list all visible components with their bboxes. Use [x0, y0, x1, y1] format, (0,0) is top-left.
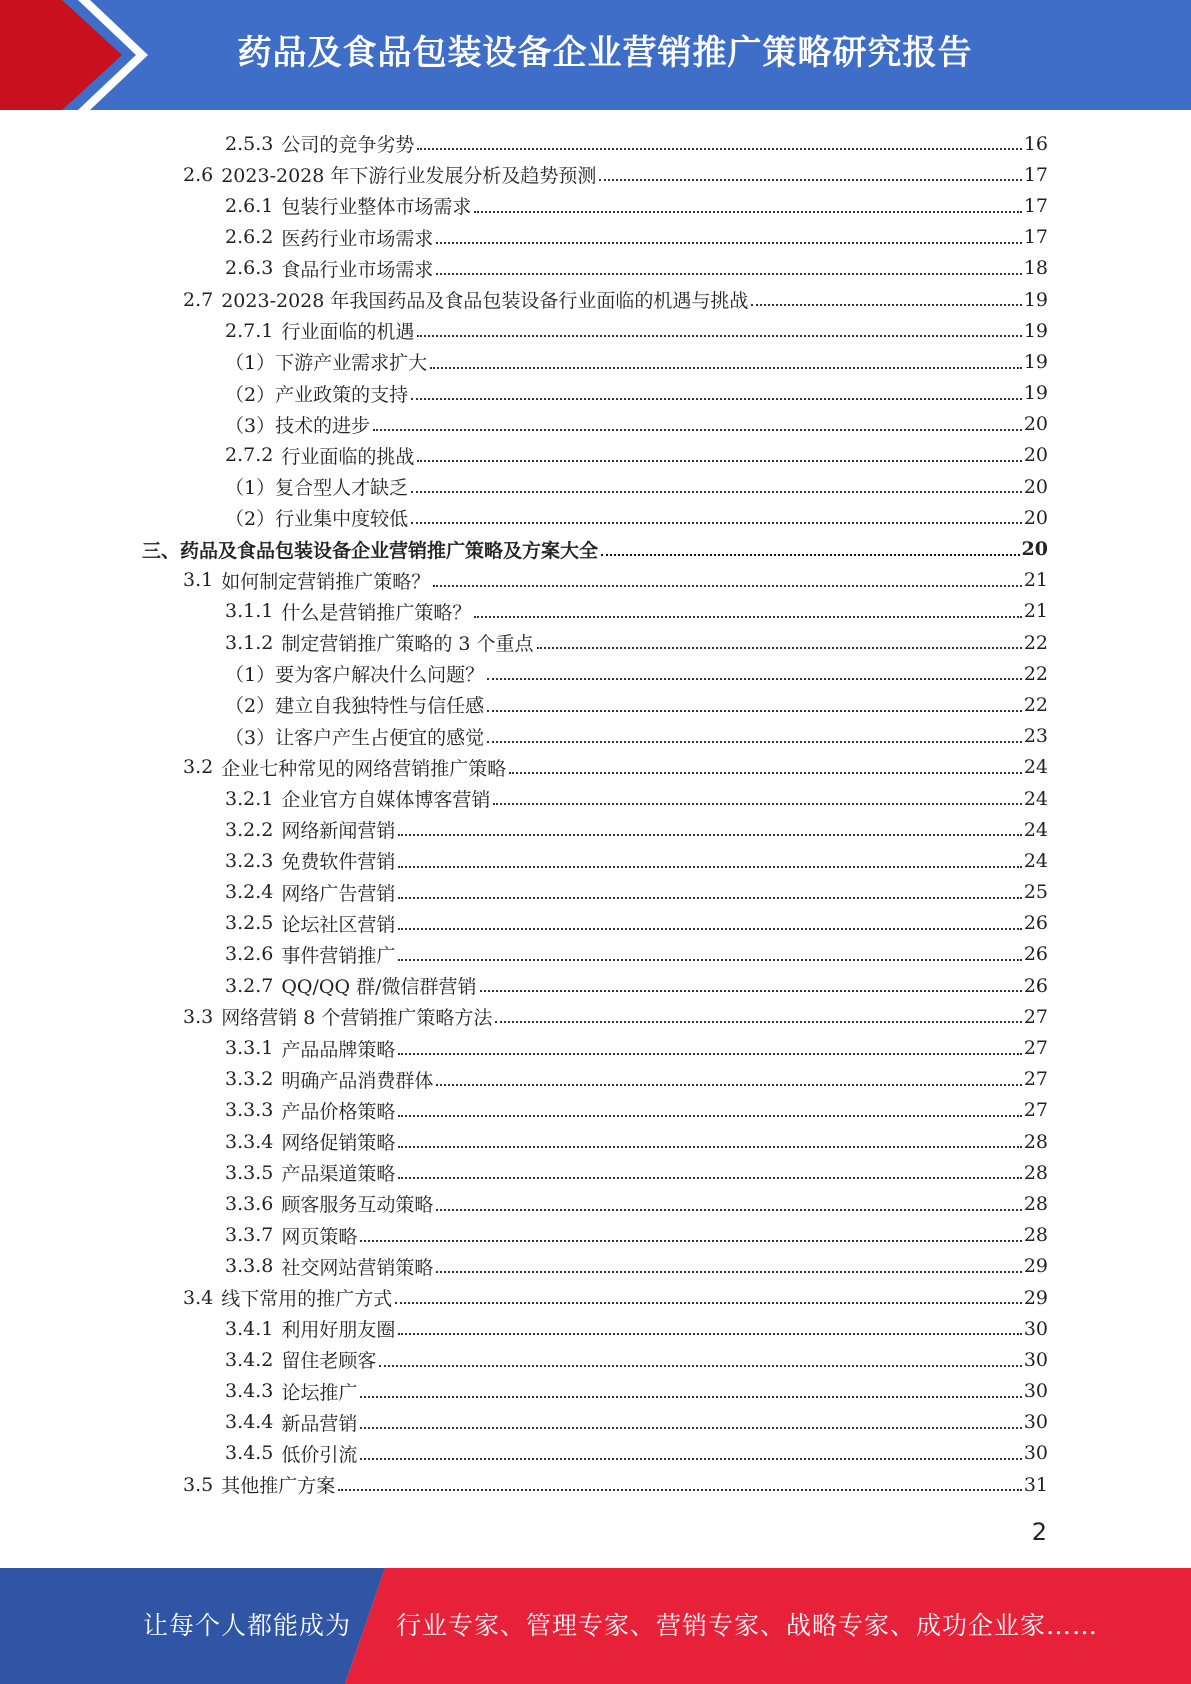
toc-entry-page: 23	[1023, 725, 1048, 748]
toc-entry[interactable]	[0, 471, 1191, 502]
toc-entry-page: 17	[1023, 194, 1048, 217]
toc-entry-page: 24	[1023, 756, 1048, 779]
table-of-contents	[0, 128, 1191, 1500]
toc-entry[interactable]	[0, 222, 1191, 253]
toc-entry-page: 22	[1023, 631, 1048, 654]
toc-entry-title: 下游产业需求扩大	[275, 352, 428, 375]
toc-dot-leader	[599, 179, 1021, 181]
toc-entry-page: 17	[1023, 163, 1048, 186]
toc-entry-number: 3.3.2	[225, 1068, 274, 1091]
toc-entry[interactable]	[0, 814, 1191, 845]
toc-dot-leader	[474, 211, 1021, 213]
toc-entry-title: 产品品牌策略	[281, 1038, 396, 1061]
toc-entry[interactable]	[0, 1095, 1191, 1126]
toc-entry-number: （1）	[225, 352, 276, 375]
toc-entry-number: （3）	[225, 726, 276, 749]
toc-dot-leader	[493, 803, 1021, 805]
toc-entry-number: 2.7	[183, 288, 214, 311]
toc-entry-title: 要为客户解决什么问题？	[275, 664, 485, 687]
toc-entry-number: 3.2.4	[225, 881, 274, 904]
toc-entry[interactable]	[0, 1376, 1191, 1407]
toc-dot-leader	[601, 554, 1020, 556]
toc-entry-title: 公司的竞争劣势	[281, 134, 415, 157]
toc-entry[interactable]	[0, 128, 1191, 159]
toc-entry[interactable]	[0, 533, 1191, 564]
toc-entry-page: 19	[1023, 350, 1048, 373]
toc-entry-title: 企业官方自媒体博客营销	[281, 789, 491, 812]
toc-dot-leader	[433, 585, 1022, 587]
toc-entry-page: 24	[1023, 849, 1048, 872]
toc-entry-page: 17	[1023, 226, 1048, 249]
toc-entry[interactable]	[0, 1407, 1191, 1438]
toc-dot-leader	[379, 1365, 1021, 1367]
toc-entry-title: 留住老顾客	[281, 1350, 377, 1373]
toc-dot-leader	[338, 1489, 1022, 1491]
toc-entry-page: 20	[1023, 475, 1048, 498]
toc-entry-title: 明确产品消费群体	[281, 1069, 434, 1092]
toc-entry-number: （2）	[225, 695, 276, 718]
toc-dot-leader	[487, 741, 1022, 743]
toc-entry-page: 22	[1023, 662, 1048, 685]
toc-entry-page: 21	[1023, 600, 1048, 623]
toc-entry-title: 技术的进步	[275, 414, 371, 437]
toc-dot-leader	[436, 273, 1021, 275]
toc-entry-number: 3.3.5	[225, 1161, 274, 1184]
toc-entry-page: 31	[1023, 1473, 1048, 1496]
toc-entry-number: 3.1.1	[225, 600, 274, 623]
toc-entry-title: 制定营销推广策略的 3 个重点	[281, 633, 534, 656]
toc-entry-title: 医药行业市场需求	[281, 227, 434, 250]
toc-entry-number: （3）	[225, 414, 276, 437]
toc-entry-title: 什么是营销推广策略？	[281, 601, 472, 624]
toc-entry[interactable]	[0, 1282, 1191, 1313]
toc-dot-leader	[430, 367, 1022, 369]
toc-entry[interactable]	[0, 721, 1191, 752]
toc-entry-title: 行业集中度较低	[275, 508, 409, 531]
toc-entry-title: 产品渠道策略	[281, 1163, 396, 1186]
toc-dot-leader	[398, 834, 1021, 836]
toc-entry[interactable]	[0, 1438, 1191, 1469]
toc-dot-leader	[436, 1209, 1021, 1211]
toc-entry-number: 3.4.4	[225, 1411, 274, 1434]
toc-dot-leader	[411, 522, 1022, 524]
toc-entry[interactable]	[0, 253, 1191, 284]
toc-entry[interactable]	[0, 783, 1191, 814]
toc-entry-page: 20	[1023, 413, 1048, 436]
toc-entry-number: 3.3.7	[225, 1224, 274, 1247]
toc-dot-leader	[398, 1146, 1021, 1148]
toc-dot-leader	[411, 398, 1022, 400]
toc-entry-page: 26	[1023, 912, 1048, 935]
toc-entry-number: （2）	[225, 383, 276, 406]
toc-entry-title: 低价引流	[281, 1443, 358, 1466]
toc-dot-leader	[398, 1177, 1021, 1179]
toc-entry-number: 2.5.3	[225, 132, 274, 155]
toc-entry-number: 2.7.1	[225, 319, 274, 342]
toc-entry-number: 3.2.1	[225, 787, 274, 810]
toc-entry-title: 社交网站营销策略	[281, 1256, 434, 1279]
toc-entry-number: 3.2	[183, 756, 214, 779]
toc-entry-page: 29	[1023, 1255, 1048, 1278]
toc-entry-number: （1）	[225, 664, 276, 687]
toc-dot-leader	[398, 1053, 1021, 1055]
toc-dot-leader	[373, 429, 1022, 431]
toc-entry-title: 2023-2028 年我国药品及食品包装设备行业面临的机遇与挑战	[221, 290, 749, 313]
toc-entry[interactable]	[0, 1469, 1191, 1500]
toc-dot-leader	[417, 148, 1021, 150]
toc-entry[interactable]	[0, 1126, 1191, 1157]
toc-entry-number: 3.2.7	[225, 974, 274, 997]
toc-dot-leader	[436, 242, 1021, 244]
toc-entry-number: 3.2.6	[225, 943, 274, 966]
toc-entry-title: 顾客服务互动策略	[281, 1194, 434, 1217]
toc-entry-page: 27	[1023, 1099, 1048, 1122]
toc-dot-leader	[417, 335, 1021, 337]
toc-entry-number: 3.4.5	[225, 1442, 274, 1465]
toc-entry-number: 2.6	[183, 163, 214, 186]
toc-entry[interactable]	[0, 877, 1191, 908]
toc-entry-title: 新品营销	[281, 1412, 358, 1435]
toc-dot-leader	[398, 866, 1021, 868]
toc-entry[interactable]	[0, 440, 1191, 471]
toc-entry-title: 企业七种常见的网络营销推广策略	[221, 757, 507, 780]
toc-entry[interactable]	[0, 378, 1191, 409]
toc-entry-title: 建立自我独特性与信任感	[275, 695, 485, 718]
toc-dot-leader	[487, 710, 1022, 712]
toc-entry-page: 20	[1021, 538, 1048, 561]
toc-entry-title: 论坛社区营销	[281, 913, 396, 936]
toc-entry-page: 27	[1023, 1005, 1048, 1028]
toc-entry[interactable]	[0, 658, 1191, 689]
toc-entry-title: 事件营销推广	[281, 944, 396, 967]
toc-dot-leader	[495, 1021, 1021, 1023]
toc-dot-leader	[509, 772, 1022, 774]
toc-entry-title: QQ/QQ 群/微信群营销	[281, 976, 477, 999]
toc-entry[interactable]	[0, 565, 1191, 596]
toc-entry-number: 2.7.2	[225, 444, 274, 467]
toc-dot-leader	[537, 647, 1022, 649]
toc-entry-title: 食品行业市场需求	[281, 258, 434, 281]
toc-entry-title: 网络广告营销	[281, 882, 396, 905]
toc-entry-page: 20	[1023, 444, 1048, 467]
toc-entry-title: 免费软件营销	[281, 851, 396, 874]
toc-entry-page: 18	[1023, 257, 1048, 280]
toc-entry[interactable]	[0, 596, 1191, 627]
toc-entry-page: 19	[1023, 319, 1048, 342]
toc-dot-leader	[436, 1084, 1021, 1086]
footer-slogan-right: 行业专家、管理专家、营销专家、战略专家、成功企业家……	[396, 1611, 1099, 1640]
toc-entry-title: 产业政策的支持	[275, 383, 409, 406]
page-number: 2	[1031, 1518, 1047, 1546]
toc-entry-page: 19	[1023, 382, 1048, 405]
toc-entry[interactable]	[0, 845, 1191, 876]
toc-entry-title: 行业面临的挑战	[281, 445, 415, 468]
toc-dot-leader	[436, 1271, 1021, 1273]
page-header	[0, 0, 1191, 110]
footer-slogan-left: 让每个人都能成为	[143, 1611, 352, 1640]
toc-entry[interactable]	[0, 689, 1191, 720]
toc-entry-title: 网络新闻营销	[281, 820, 396, 843]
toc-entry-number: 3.4.3	[225, 1380, 274, 1403]
toc-entry-page: 26	[1023, 974, 1048, 997]
report-title: 药品及食品包装设备企业营销推广策略研究报告	[237, 33, 973, 73]
toc-entry-title: 论坛推广	[281, 1381, 358, 1404]
toc-entry-page: 27	[1023, 1068, 1048, 1091]
toc-entry[interactable]	[0, 1188, 1191, 1219]
toc-entry-page: 28	[1023, 1161, 1048, 1184]
toc-entry[interactable]	[0, 1157, 1191, 1188]
toc-dot-leader	[395, 1302, 1022, 1304]
toc-entry-number: 3.3.3	[225, 1099, 274, 1122]
toc-entry-page: 28	[1023, 1224, 1048, 1247]
toc-entry-page: 30	[1023, 1442, 1048, 1465]
toc-entry[interactable]	[0, 939, 1191, 970]
toc-entry-title: 复合型人才缺乏	[275, 477, 409, 500]
toc-dot-leader	[474, 616, 1021, 618]
toc-entry-number: 3.2.2	[225, 818, 274, 841]
toc-entry-title: 如何制定营销推广策略？	[221, 570, 431, 593]
toc-entry-number: 3.3.1	[225, 1037, 274, 1060]
toc-entry[interactable]	[0, 1001, 1191, 1032]
toc-entry[interactable]	[0, 1220, 1191, 1251]
toc-entry[interactable]	[0, 1344, 1191, 1375]
toc-entry-page: 30	[1023, 1411, 1048, 1434]
toc-entry[interactable]	[0, 1313, 1191, 1344]
toc-entry-number: 3.3.6	[225, 1192, 274, 1215]
page-footer	[0, 1568, 1191, 1684]
toc-entry-title: 利用好朋友圈	[281, 1319, 396, 1342]
toc-entry-page: 26	[1023, 943, 1048, 966]
toc-dot-leader	[398, 1333, 1021, 1335]
toc-entry-number: 2.6.1	[225, 194, 274, 217]
toc-entry-number: 3.2.5	[225, 912, 274, 935]
toc-entry-page: 25	[1023, 881, 1048, 904]
toc-entry-number: 3.2.3	[225, 849, 274, 872]
toc-entry-title: 其他推广方案	[221, 1475, 336, 1498]
toc-entry-page: 30	[1023, 1348, 1048, 1371]
toc-entry-page: 24	[1023, 787, 1048, 810]
toc-entry-page: 29	[1023, 1286, 1048, 1309]
toc-dot-leader	[360, 1458, 1021, 1460]
toc-entry-title: 产品价格策略	[281, 1100, 396, 1123]
toc-dot-leader	[417, 460, 1021, 462]
toc-entry-page: 24	[1023, 818, 1048, 841]
toc-entry[interactable]	[0, 409, 1191, 440]
toc-dot-leader	[480, 990, 1022, 992]
toc-entry-page: 16	[1023, 132, 1048, 155]
toc-dot-leader	[398, 897, 1021, 899]
toc-entry-title: 网络营销 8 个营销推广策略方法	[221, 1007, 493, 1030]
toc-entry[interactable]	[0, 502, 1191, 533]
toc-entry-title: 网页策略	[281, 1225, 358, 1248]
toc-entry[interactable]	[0, 1064, 1191, 1095]
toc-entry-number: 3.4.2	[225, 1348, 274, 1371]
toc-dot-leader	[487, 678, 1022, 680]
toc-entry[interactable]	[0, 284, 1191, 315]
toc-entry[interactable]	[0, 627, 1191, 658]
toc-entry[interactable]	[0, 752, 1191, 783]
toc-entry[interactable]	[0, 970, 1191, 1001]
toc-entry-number: 三、	[142, 539, 181, 562]
toc-entry-number: 3.3	[183, 1005, 214, 1028]
toc-entry-number: 3.5	[183, 1473, 214, 1496]
toc-entry-page: 21	[1023, 569, 1048, 592]
toc-entry-title: 药品及食品包装设备企业营销推广策略及方案大全	[180, 539, 599, 562]
toc-entry-page: 28	[1023, 1130, 1048, 1153]
toc-entry-title: 让客户产生占便宜的感觉	[275, 726, 485, 749]
toc-entry-number: 3.1.2	[225, 631, 274, 654]
toc-entry-title: 网络促销策略	[281, 1132, 396, 1155]
toc-entry[interactable]	[0, 908, 1191, 939]
toc-entry-page: 20	[1023, 506, 1048, 529]
toc-dot-leader	[360, 1240, 1021, 1242]
toc-entry[interactable]	[0, 1032, 1191, 1063]
toc-dot-leader	[360, 1396, 1021, 1398]
toc-entry-number: 3.1	[183, 569, 214, 592]
toc-entry-page: 22	[1023, 693, 1048, 716]
toc-entry[interactable]	[0, 346, 1191, 377]
toc-entry[interactable]	[0, 315, 1191, 346]
toc-entry-number: 3.3.8	[225, 1255, 274, 1278]
toc-entry-page: 27	[1023, 1037, 1048, 1060]
toc-dot-leader	[751, 304, 1021, 306]
toc-entry-number: （2）	[225, 508, 276, 531]
toc-entry-number: 2.6.3	[225, 257, 274, 280]
toc-entry-page: 28	[1023, 1192, 1048, 1215]
toc-entry-number: 3.4	[183, 1286, 214, 1309]
toc-entry[interactable]	[0, 1251, 1191, 1282]
toc-entry-title: 包装行业整体市场需求	[281, 196, 472, 219]
toc-entry-title: 2023-2028 年下游行业发展分析及趋势预测	[221, 165, 597, 188]
toc-dot-leader	[398, 928, 1021, 930]
toc-entry-number: （1）	[225, 477, 276, 500]
toc-entry-page: 30	[1023, 1317, 1048, 1340]
toc-dot-leader	[360, 1427, 1021, 1429]
toc-dot-leader	[411, 491, 1022, 493]
toc-dot-leader	[398, 1115, 1021, 1117]
toc-entry-title: 线下常用的推广方式	[221, 1288, 393, 1311]
toc-entry-page: 19	[1023, 288, 1048, 311]
toc-entry-number: 3.3.4	[225, 1130, 274, 1153]
toc-entry-number: 3.4.1	[225, 1317, 274, 1340]
toc-entry-page: 30	[1023, 1380, 1048, 1403]
toc-entry-number: 2.6.2	[225, 226, 274, 249]
toc-entry[interactable]	[0, 159, 1191, 190]
toc-dot-leader	[398, 959, 1021, 961]
toc-entry[interactable]	[0, 190, 1191, 221]
toc-entry-title: 行业面临的机遇	[281, 321, 415, 344]
